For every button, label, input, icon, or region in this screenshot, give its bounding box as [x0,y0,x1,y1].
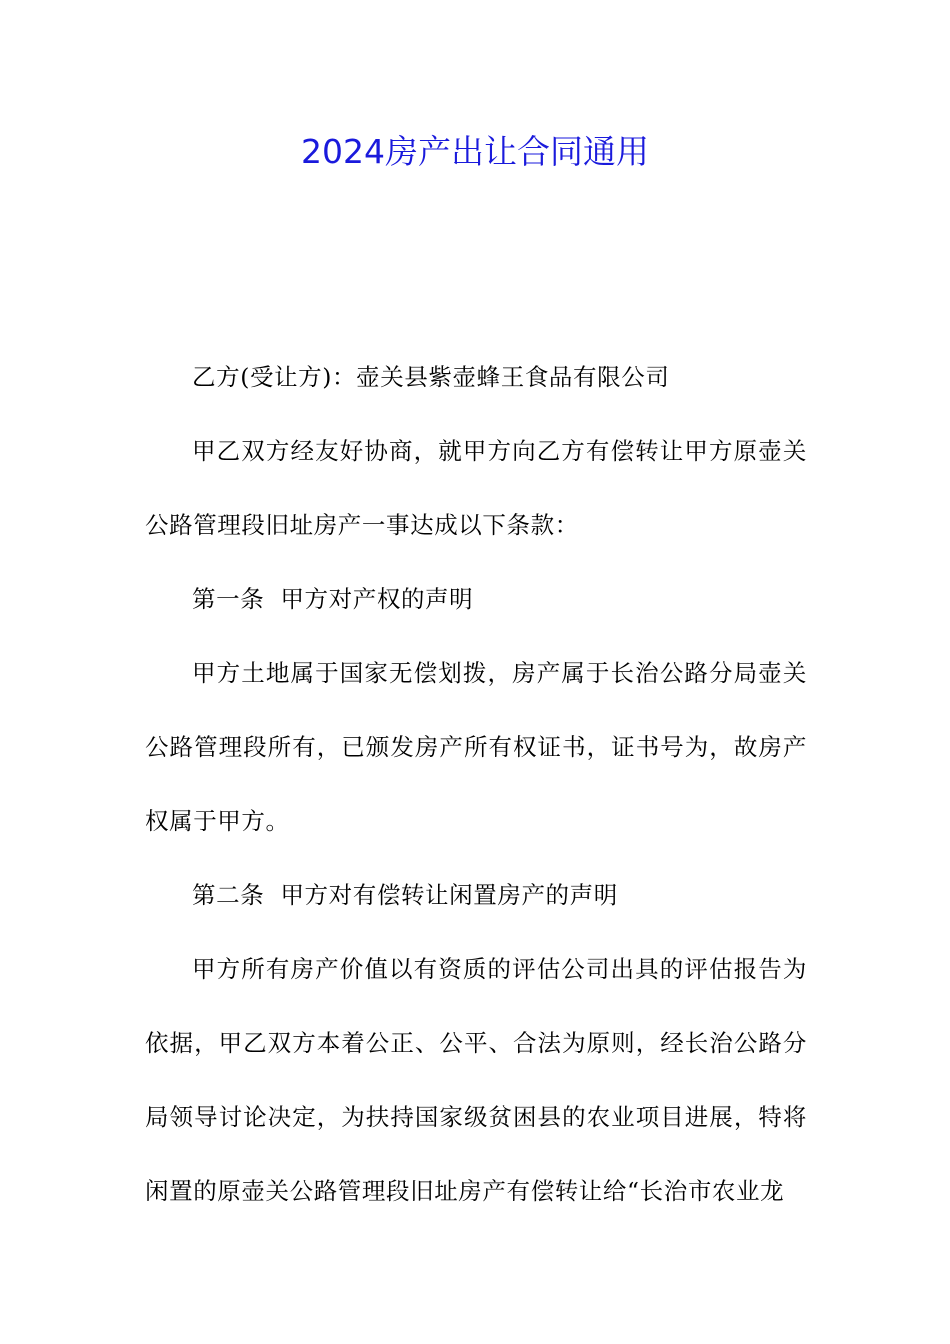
document-title: 2024房产出让合同通用 [301,132,649,171]
article-2-body: 甲方所有房产价值以有资质的评估公司出具的评估报告为依据，甲乙双方本着公正、公平、合法为原则，经长治公路分局领导讨论决定，为扶持国家级贫困县的农业项目进展，特将闲置的原壶关公路管理段旧址房产有偿转让给“长治市农业龙 [145,955,807,1205]
party-b-line: 乙方(受让方)：壶关县紫壶蜂王食品有限公司 [192,363,670,391]
intro-paragraph: 甲乙双方经友好协商，就甲方向乙方有偿转让甲方原壶关公路管理段旧址房产一事达成以下条款： [145,437,807,539]
article-1-body: 甲方土地属于国家无偿划拨，房产属于长治公路分局壶关公路管理段所有，已颁发房产所有权证书，证书号为，故房产权属于甲方。 [145,659,807,835]
article-2-heading: 第二条 甲方对有偿转让闲置房产的声明 [192,881,618,909]
article-1-heading: 第一条 甲方对产权的声明 [192,585,474,613]
document-body [145,340,807,1228]
